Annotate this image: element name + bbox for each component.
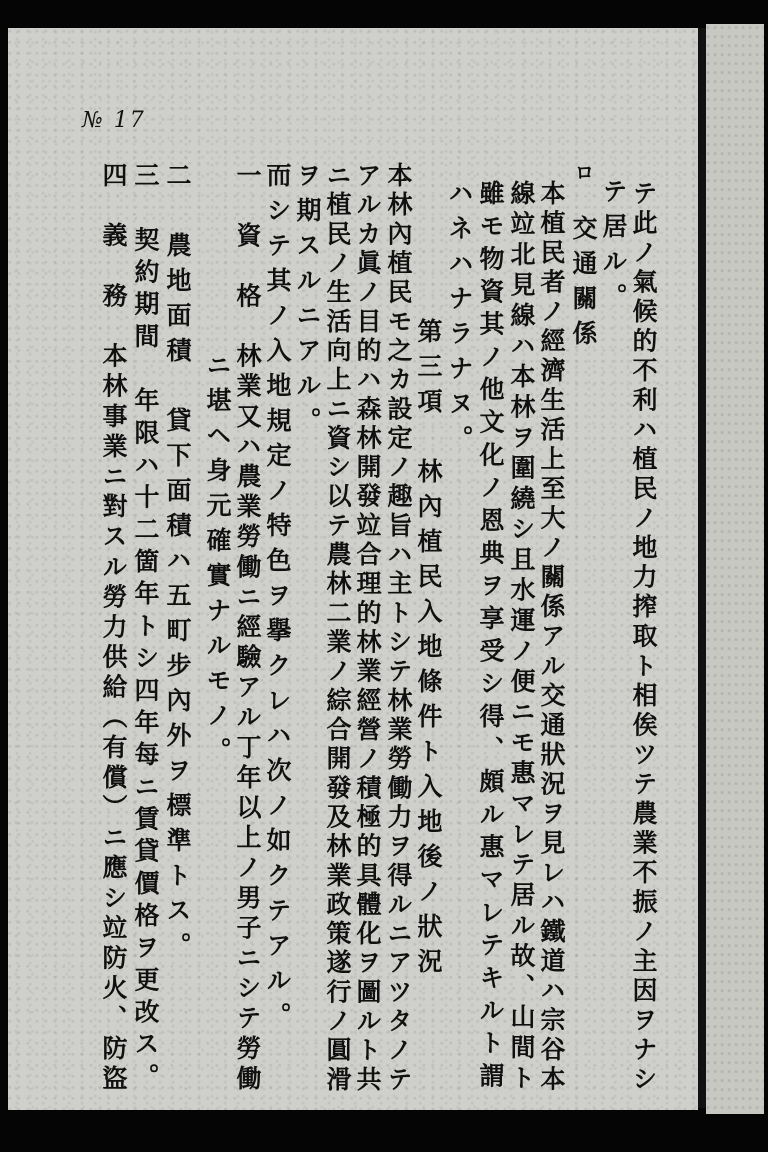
list-item: 四 義 務 本林事業ニ對スル勞力供給（有償）ニ應シ竝防火、防盜 [99, 162, 128, 1095]
list-item: 二 農地面積 貸下面積ハ五町步內外ヲ標準トス。 [163, 162, 192, 967]
page-number: № 17 [82, 108, 146, 133]
text-column: ヲ期スルニアル。 [293, 162, 322, 442]
text-column: ニ植民ノ生活向上ニ資シ以テ農林二業ノ綜合開發及林業政策遂行ノ圓滑 [323, 162, 352, 1095]
section-marker: ロ [571, 162, 595, 192]
text-column: 本林內植民モ之カ設定ノ趣旨ハ主トシテ林業勞働力ヲ得ルニアツタノテ [384, 162, 413, 1095]
section-heading: 交通關係 [569, 215, 598, 355]
text-column: アルカ眞ノ目的ハ森林開發竝合理的林業經營ノ積極的具體化ヲ圖ルト共 [353, 162, 382, 1095]
text-column: 線竝北見線ハ本林ヲ圍繞シ且水運ノ便ニモ惠マレテ居ル故、山間ト [507, 180, 536, 1095]
text-column: 本植民者ノ經濟生活上至大ノ關係アル交通狀況ヲ見レハ鐵道ハ宗谷本 [537, 180, 566, 1095]
list-item: 一 資 格 林業又ハ農業勞働ニ經驗アル丁年以上ノ男子ニシテ勞働 [233, 162, 262, 1095]
list-item: 三 契約期間 年限ハ十二箇年トシ四年每ニ賃貸價格ヲ更改ス。 [131, 162, 160, 1095]
text-column: ハネハナラナヌ。 [445, 180, 474, 460]
adjacent-page-strip [706, 24, 764, 1114]
section-heading: 第三項 林內植民入地條件ト入地後ノ狀況 [414, 318, 443, 983]
text-column: 而シテ其ノ入地規定ノ特色ヲ擧クレハ次ノ如クテアル。 [263, 162, 292, 1037]
text-column: テ此ノ氣候的不利ハ植民ノ地力搾取ト相俟ツテ農業不振ノ主因ヲナシ [629, 180, 658, 1095]
text-column: テ居ル。 [599, 178, 628, 318]
page-edge [698, 28, 706, 1108]
text-column: 雖モ物資其ノ他文化ノ恩典ヲ享受シ得、頗ル惠マレテキルト謂 [476, 180, 505, 1095]
text-column: ニ堪ヘ身元確實ナルモノ。 [203, 352, 232, 772]
